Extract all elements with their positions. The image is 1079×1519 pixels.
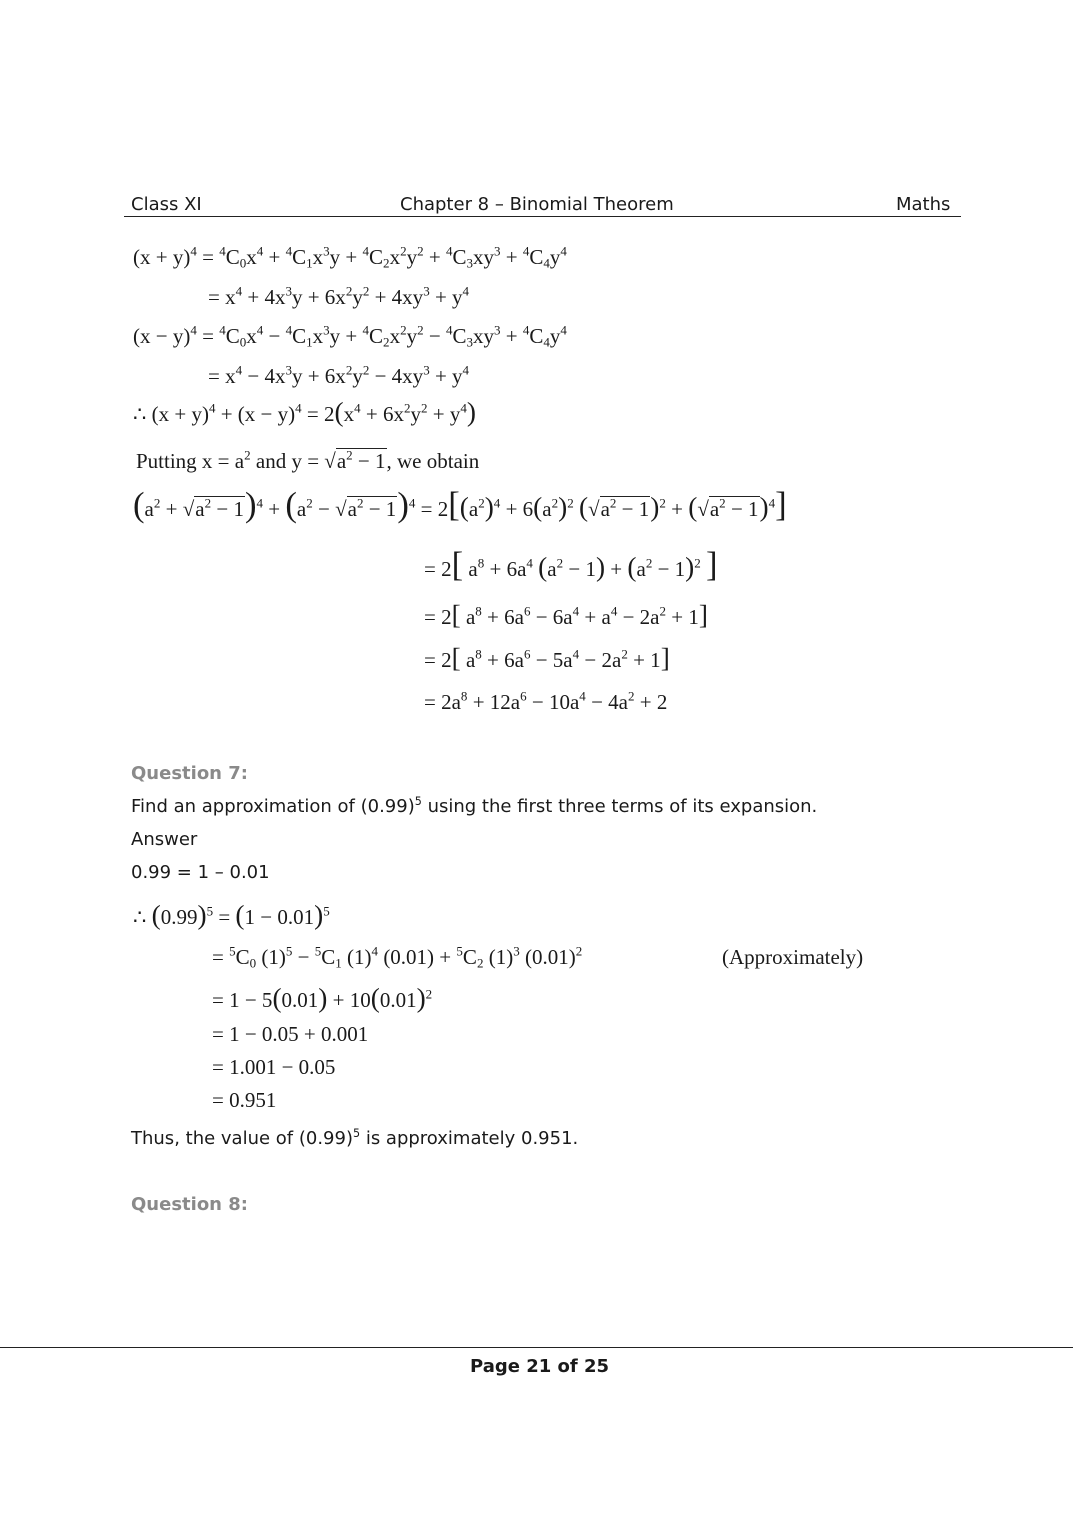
math-line: = 1.001 − 0.05	[212, 1055, 336, 1079]
math-line: = 2[ $a^8 + 6a^4$ $(a^2 - 1) + (a^2 - 1)^2$ ]	[424, 546, 718, 584]
math-line: = $1 - 5(0.01) + 10(0.01)^2$	[212, 983, 433, 1013]
prompt-text: using the first three terms of its expansion.	[421, 796, 818, 817]
answer-label: Answer	[131, 829, 198, 850]
question-7-conclusion	[131, 1128, 578, 1149]
math-line: $(x - y)^4 = ^4C_0x^4 - ^4C_1x^3y + ^4C_2x^2y^2 - ^4C_3xy^3 + ^4C_4y^4$	[133, 322, 567, 350]
conclusion-text: is approximately 0.951.	[360, 1128, 579, 1149]
header-rule	[124, 216, 961, 217]
math-line: $(a^2 + √a^2 - 1)^4 + (a^2 - √a^2 - 1)^4 = 2[(a^2)^4 + 6(a^2)^2$ $(√a^2 - 1)^2 + (√a^2 - 1)^4$]	[133, 486, 787, 524]
header-class: Class XI	[131, 194, 202, 215]
math-line: = 2[ $a^8 + 6a^6 - 5a^4 - 2a^2 + 1$]	[424, 643, 670, 673]
putting-line: Putting $x = a^2$ and $y = √a^2 - 1$, we obtain	[136, 447, 480, 473]
math-line: ∴ $(x + y)^4 + (x - y)^4 = 2(x^4 + 6x^2y^2 + y^4)$	[133, 397, 476, 427]
approximately-label: (Approximately)	[722, 945, 864, 969]
math-line: = $2a^8 + 12a^6 - 10a^4 - 4a^2 + 2$	[424, 688, 668, 714]
footer-rule	[0, 1347, 1073, 1348]
page-number: Page 21 of 25	[470, 1356, 610, 1377]
math-line: ∴ $(0.99)^5 = (1 - 0.01)^5$	[133, 900, 330, 930]
math-line: $(x + y)^4 = ^4C_0x^4 + ^4C_1x^3y + ^4C_2x^2y^2 + ^4C_3xy^3 + ^4C_4y^4$	[133, 243, 567, 271]
header-chapter: Chapter 8 – Binomial Theorem	[400, 194, 674, 215]
math-line: = $x^4 + 4x^3y + 6x^2y^2 + 4xy^3 + y^4$	[208, 283, 470, 309]
math-line: = $^5C_0$ $(1)^5 - ^5C_1$ $(1)^4$ $(0.01) + ^5C_2$ $(1)^3$ $(0.01)^2$	[212, 943, 583, 971]
conclusion-text: Thus, the value of (0.99)	[131, 1128, 353, 1149]
math-line: = $x^4 - 4x^3y + 6x^2y^2 - 4xy^3 + y^4$	[208, 362, 470, 388]
question-8-heading: Question 8:	[131, 1194, 248, 1215]
math-line: = 0.951	[212, 1088, 277, 1112]
header-subject: Maths	[896, 194, 951, 215]
conclusion-exponent: 5	[352, 1126, 361, 1140]
question-7-heading: Question 7:	[131, 763, 248, 784]
answer-step: 0.99 = 1 – 0.01	[131, 862, 270, 883]
prompt-text: Find an approximation of (0.99)	[131, 796, 415, 817]
math-line: = 1 − 0.05 + 0.001	[212, 1022, 369, 1046]
question-7-prompt	[131, 796, 817, 817]
prompt-exponent: 5	[414, 794, 422, 808]
math-line: = 2[ $a^8 + 6a^6 - 6a^4 + a^4 - 2a^2 + 1$]	[424, 600, 708, 630]
